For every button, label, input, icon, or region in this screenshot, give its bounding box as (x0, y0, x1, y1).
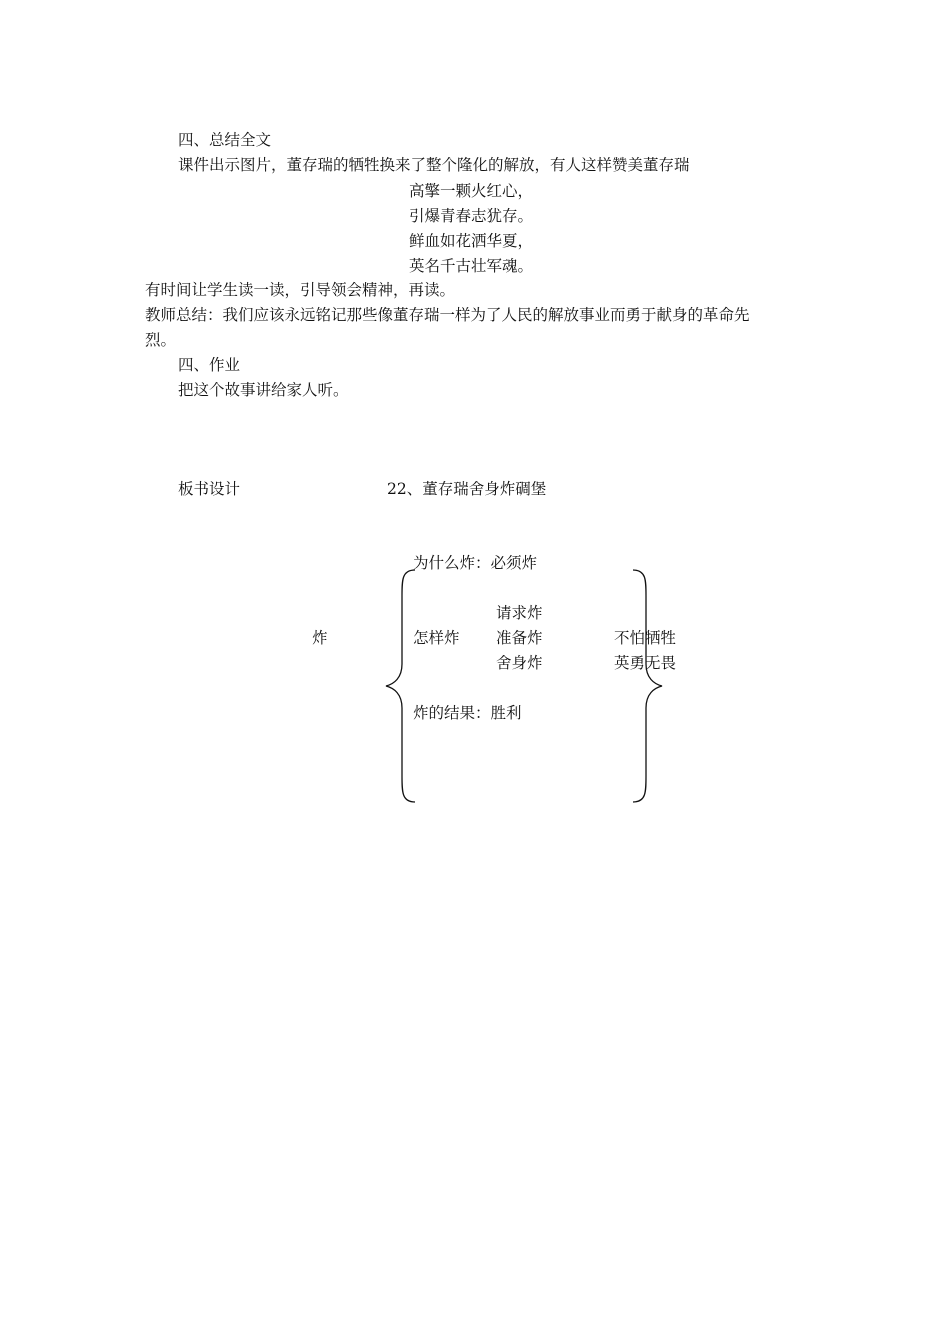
summary-intro-text: 课件出示图片，董存瑞的牺牲换来了整个隆化的解放，有人这样赞美董存瑞 (178, 156, 690, 174)
section-heading-summary: 四、总结全文 (178, 131, 272, 149)
left-brace (380, 566, 420, 806)
poem-line-2: 引爆青春志犹存。 (409, 207, 534, 225)
homework-text: 把这个故事讲给家人听。 (178, 381, 349, 399)
teacher-summary-line-1: 教师总结：我们应该永远铭记那些像董存瑞一样为了人民的解放事业而勇于献身的革命先 (145, 306, 750, 324)
poem-line-4: 英名千古壮军魂。 (409, 257, 534, 275)
board-spirit-1: 不怕牺牲 (614, 629, 677, 647)
board-spirit-2: 英勇无畏 (614, 654, 677, 672)
right-brace (628, 566, 668, 806)
section-heading-homework: 四、作业 (178, 356, 241, 374)
board-how-item-2: 准备炸 (496, 629, 543, 647)
board-how-label: 怎样炸 (413, 629, 460, 647)
board-center-char: 炸 (312, 629, 328, 647)
board-how-item-3: 舍身炸 (496, 654, 543, 672)
board-result-text: 炸的结果：胜利 (413, 704, 522, 722)
board-how-item-1: 请求炸 (496, 604, 543, 622)
board-design-label: 板书设计 (178, 480, 241, 498)
read-instruction-text: 有时间让学生读一读，引导领会精神，再读。 (145, 281, 456, 299)
board-why-text: 为什么炸：必须炸 (413, 554, 538, 572)
teacher-summary-line-2: 烈。 (145, 331, 177, 349)
poem-line-3: 鲜血如花洒华夏， (409, 232, 534, 250)
poem-line-1: 高擎一颗火红心， (409, 182, 534, 200)
board-title: 22、董存瑞舍身炸碉堡 (387, 480, 547, 498)
